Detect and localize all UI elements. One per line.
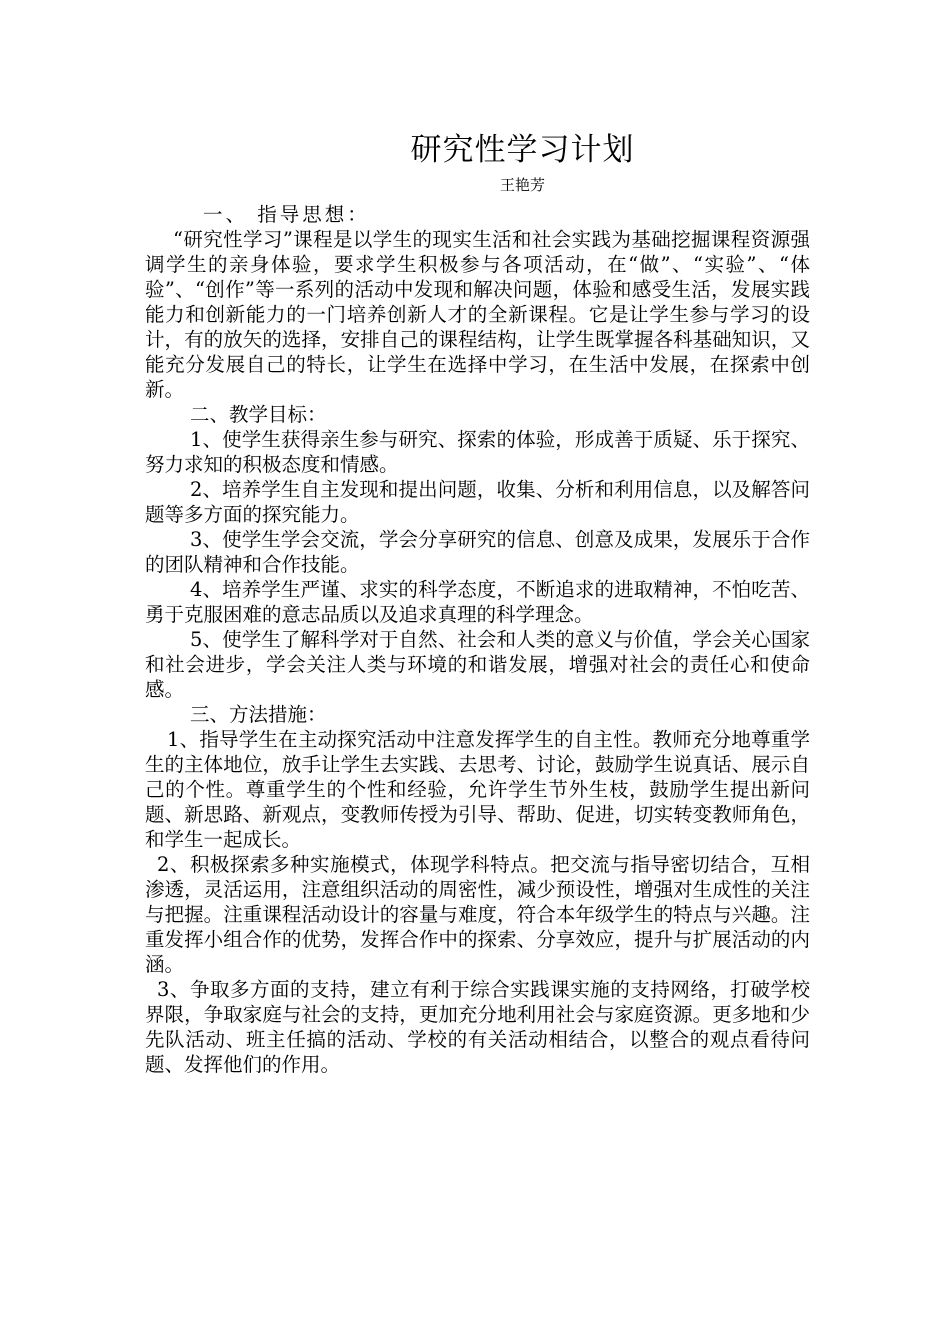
goal-item: 1、使学生获得亲生参与研究、探索的体验，形成善于质疑、乐于探究、努力求知的积极态度和情感。	[145, 428, 810, 476]
section-heading-methods: 三、方法措施：	[190, 703, 327, 726]
goal-item: 5、使学生了解科学对于自然、社会和人类的意义与价值，学会关心国家和社会进步，学会关注人类与环境的和谐发展，增强对社会的责任心和使命感。	[145, 628, 810, 701]
section-heading-goals: 二、教学目标：	[190, 403, 327, 426]
guiding-paragraph: “研究性学习”课程是以学生的现实生活和社会实践为基础挖掘课程资源强调学生的亲身体验，要求学生积极参与各项活动，在“做”、“实验”、“体验”、“创作”等一系列的活动中发现和解决问题，体验和感受生活，发展实践能力和创新能力的一门培养创新人才的全新课程。它是让学生参与学习的设计，有的放矢的选择，安排自己的课程结构，让学生既掌握各科基础知识，又能充分发展自己的特长，让学生在选择中学习，在生活中发展，在探索中创新。	[145, 228, 810, 401]
author-name: 王艳芳	[499, 176, 545, 194]
goal-item: 3、使学生学会交流，学会分享研究的信息、创意及成果，发展乐于合作的团队精神和合作技能。	[145, 528, 810, 576]
method-item: 3、争取多方面的支持，建立有利于综合实践课实施的支持网络，打破学校界限，争取家庭与社会的支持，更加充分地利用社会与家庭资源。更多地和少先队活动、班主任搞的活动、学校的有关活动相结合，以整合的观点看待问题、发挥他们的作用。	[145, 978, 810, 1076]
goal-item: 2、培养学生自主发现和提出问题，收集、分析和利用信息，以及解答问题等多方面的探究能力。	[145, 478, 810, 526]
method-item: 2、积极探索多种实施模式，体现学科特点。把交流与指导密切结合，互相渗透，灵活运用，注意组织活动的周密性，减少预设性，增强对生成性的关注与把握。注重课程活动设计的容量与难度，符合本年级学生的特点与兴趣。注重发挥小组合作的优势，发挥合作中的探索、分享效应，提升与扩展活动的内涵。	[145, 853, 810, 976]
page-title: 研究性学习计划	[410, 132, 635, 168]
section-heading-guiding: 一、 指导思想：	[203, 203, 370, 226]
goal-item: 4、培养学生严谨、求实的科学态度，不断追求的进取精神，不怕吃苦、勇于克服困难的意志品质以及追求真理的科学理念。	[145, 578, 810, 626]
method-item: 1、指导学生在主动探究活动中注意发挥学生的自主性。教师充分地尊重学生的主体地位，放手让学生去实践、去思考、讨论，鼓励学生说真话、展示自己的个性。尊重学生的个性和经验，允许学生节外生枝，鼓励学生提出新问题、新思路、新观点，变教师传授为引导、帮助、促进，切实转变教师角色，和学生一起成长。	[145, 728, 810, 851]
document-body	[145, 128, 810, 1077]
